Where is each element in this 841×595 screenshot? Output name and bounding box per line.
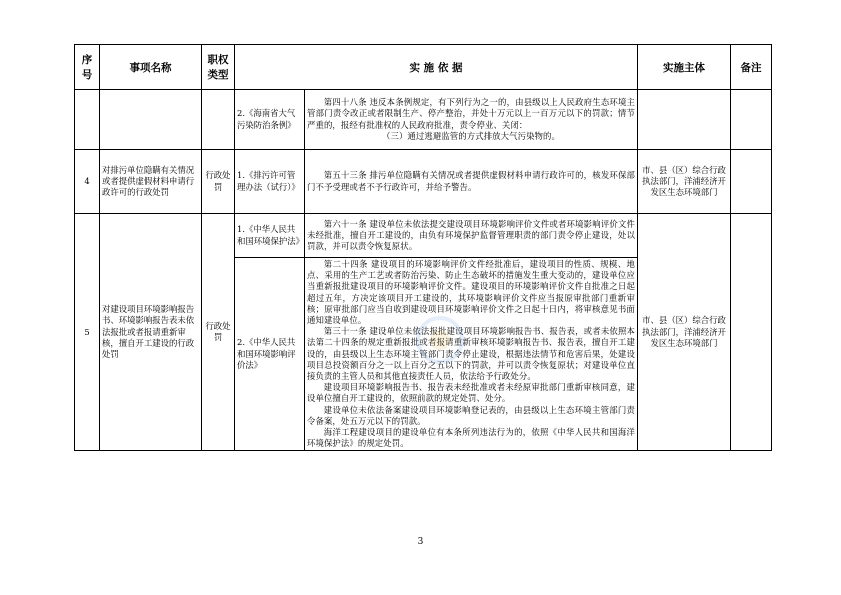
table-row [75, 150, 772, 214]
row-remark [731, 150, 772, 214]
row-basis [305, 90, 638, 150]
row-basis [305, 258, 638, 451]
row-seq: 5 [75, 214, 100, 451]
page-number: 3 [417, 537, 424, 547]
row-law: 1.《中华人民共和国环境保护法》 [235, 214, 305, 258]
header-remark: 备注 [731, 45, 772, 90]
row-subject: 市、县（区）综合行政执法部门，洋浦经济开发区生态环境部门 [638, 214, 731, 451]
row-basis [305, 150, 638, 214]
basis-paragraph: 海洋工程建设项目的建设单位有本条所列违法行为的，依照《中华人民共和国海洋环境保护法》的规定处罚。 [307, 427, 635, 449]
row-seq [75, 90, 100, 150]
basis-paragraph: （三）通过逃避监管的方式排放大气污染物的。 [382, 130, 560, 141]
row-item-name: 对建设项目环境影响报告书、环境影响报告表未依法报批或者报请重新审核，擅自开工建设的行政处罚 [100, 214, 202, 451]
row-subject [638, 90, 731, 150]
basis-paragraph: 建设项目环境影响报告书、报告表未经批准或者未经原审批部门重新审核同意，建设单位擅自开工建设的，依照前款的规定处罚、处分。 [307, 382, 635, 404]
basis-paragraph: 第五十三条 排污单位隐瞒有关情况或者提供虚假材料申请行政许可的，核发环保部门不予受理或者不予行政许可，并给予警告。 [307, 170, 635, 192]
header-basis: 实 施 依 据 [235, 45, 638, 90]
basis-paragraph: 建设单位未依法备案建设项目环境影响登记表的，由县级以上生态环境主管部门责令备案，处五万元以下的罚款。 [307, 404, 635, 426]
header-item-name: 事项名称 [100, 45, 202, 90]
table-row [75, 90, 772, 150]
row-law: 2.《海南省大气污染防治条例》 [235, 90, 305, 150]
row-subject: 市、县（区）综合行政执法部门，洋浦经济开发区生态环境部门 [638, 150, 731, 214]
watermark-logo [410, 310, 470, 370]
row-item-name: 对排污单位隐瞒有关情况或者提供虚假材料申请行政许可的行政处罚 [100, 150, 202, 214]
row-power-type: 行政处罚 [202, 150, 235, 214]
table-row [75, 214, 772, 258]
basis-paragraph: 第三十一条 建设单位未依法报批建设项目环境影响报告书、报告表，或者未依照本法第二十四条的规定重新报批或者报请重新审核环境影响报告书、报告表，擅自开工建设的，由县级以上生态环境主管部门责令停止建设，根据违法情节和危害后果，处建设项目总投资额百分之一以上百分之五以下的罚款，并可以责令恢复原状；对建设单位直接负责的主管人员和其他直接责任人员，依法给予行政处分。 [307, 326, 635, 382]
header-subject: 实施主体 [638, 45, 731, 90]
header-seq: 序号 [75, 45, 100, 90]
row-law: 2.《中华人民共和国环境影响评价法》 [235, 258, 305, 451]
row-remark [731, 90, 772, 150]
row-remark [731, 214, 772, 451]
row-basis [305, 214, 638, 258]
row-seq: 4 [75, 150, 100, 214]
basis-paragraph: 第四十八条 违反本条例规定，有下列行为之一的，由县级以上人民政府生态环境主管部门责令改正或者限制生产、停产整治，并处十万元以上一百万元以下的罚款；情节严重的，报经有批准权的人民政府批准，责令停业、关闭： [307, 97, 635, 130]
header-row [75, 45, 772, 90]
basis-paragraph: 第二十四条 建设项目的环境影响评价文件经批准后，建设项目的性质、规模、地点、采用的生产工艺或者防治污染、防止生态破坏的措施发生重大变动的，建设单位应当重新报批建设项目的环境影响评价文件。建设项目的环境影响评价文件自批准之日起超过五年，方决定该项目开工建设的，其环境影响评价文件应当报原审批部门重新审核；原审批部门应当自收到建设项目环境影响评价文件之日起十日内，将审核意见书面通知建设单位。 [307, 259, 635, 326]
row-power-type [202, 90, 235, 150]
basis-paragraph: 第六十一条 建设单位未依法提交建设项目环境影响评价文件或者环境影响评价文件未经批准，擅自开工建设的，由负有环境保护监督管理职责的部门责令停止建设，处以罚款，并可以责令恢复原状。 [307, 218, 635, 252]
row-power-type: 行政处罚 [202, 214, 235, 451]
header-power-type: 职权类型 [202, 45, 235, 90]
row-law: 1.《排污许可管理办法（试行）》 [235, 150, 305, 214]
row-item-name [100, 90, 202, 150]
enforcement-table [74, 44, 772, 451]
